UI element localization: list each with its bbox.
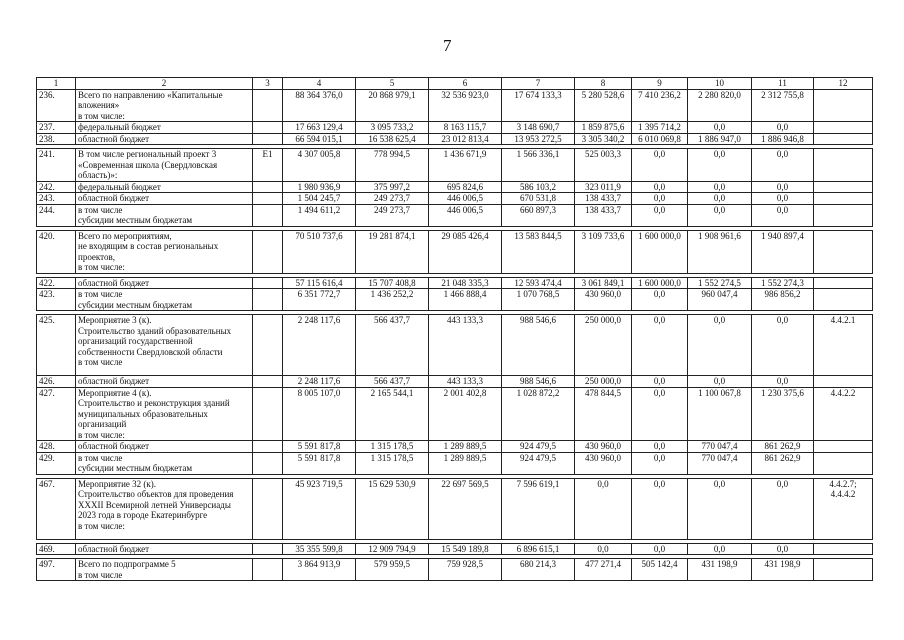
value-cell: 478 844,5 (575, 387, 632, 441)
value-cell: 1 886 947,0 (688, 133, 752, 145)
value-cell: 0,0 (688, 543, 752, 555)
value-cell: 0,0 (688, 478, 752, 539)
value-cell: 138 433,7 (575, 193, 632, 205)
value-cell: 1 980 936,9 (283, 181, 356, 193)
value-cell: 770 047,4 (688, 441, 752, 453)
value-cell: 430 960,0 (575, 441, 632, 453)
row-number: 429. (37, 452, 76, 474)
row-description: в том числе субсидии местным бюджетам (76, 452, 253, 474)
value-cell: 430 960,0 (575, 452, 632, 474)
value-cell: 0,0 (632, 181, 688, 193)
value-cell: 861 262,9 (752, 452, 814, 474)
row-code (253, 441, 283, 453)
row-code (253, 452, 283, 474)
value-cell: 15 549 189,8 (429, 543, 502, 555)
row-code (253, 387, 283, 441)
value-cell: 3 305 340,2 (575, 133, 632, 145)
value-cell: 2 248 117,6 (283, 376, 356, 388)
value-cell: 1 886 946,8 (752, 133, 814, 145)
table-row (37, 376, 873, 388)
value-cell: 0,0 (688, 122, 752, 134)
row-code (253, 133, 283, 145)
value-cell: 5 591 817,8 (283, 452, 356, 474)
row-reference (814, 376, 873, 388)
row-code (253, 559, 283, 581)
row-code (253, 181, 283, 193)
row-reference: 4.4.2.2 (814, 387, 873, 441)
value-cell: 924 479,5 (502, 441, 575, 453)
row-code: E1 (253, 149, 283, 182)
table-row (37, 543, 873, 555)
row-description: областной бюджет (76, 193, 253, 205)
table-row (37, 452, 873, 474)
row-code (253, 89, 283, 122)
row-number: 243. (37, 193, 76, 205)
row-reference: 4.4.2.7; 4.4.4.2 (814, 478, 873, 539)
value-cell: 1 494 611,2 (283, 204, 356, 226)
header-cell: 8 (575, 78, 632, 90)
value-cell: 1 908 961,6 (688, 230, 752, 273)
value-cell: 7 410 236,2 (632, 89, 688, 122)
value-cell: 446 006,5 (429, 193, 502, 205)
row-reference (814, 149, 873, 182)
table-row (37, 122, 873, 134)
row-description: областной бюджет (76, 133, 253, 145)
value-cell: 15 707 408,8 (356, 277, 429, 289)
value-cell: 0,0 (632, 452, 688, 474)
value-cell: 0,0 (632, 193, 688, 205)
row-code (253, 122, 283, 134)
value-cell: 12 909 794,9 (356, 543, 429, 555)
row-reference (814, 193, 873, 205)
value-cell: 778 994,5 (356, 149, 429, 182)
value-cell: 0,0 (632, 289, 688, 311)
value-cell: 4 307 005,8 (283, 149, 356, 182)
row-reference (814, 122, 873, 134)
row-number: 428. (37, 441, 76, 453)
value-cell: 6 010 069,8 (632, 133, 688, 145)
value-cell: 22 697 569,5 (429, 478, 502, 539)
row-code (253, 315, 283, 376)
row-reference (814, 204, 873, 226)
value-cell: 695 824,6 (429, 181, 502, 193)
value-cell: 88 364 376,0 (283, 89, 356, 122)
value-cell: 566 437,7 (356, 315, 429, 376)
value-cell: 0,0 (575, 478, 632, 539)
table-row (37, 478, 873, 539)
value-cell: 1 315 178,5 (356, 441, 429, 453)
row-number: 423. (37, 289, 76, 311)
row-description: областной бюджет (76, 277, 253, 289)
value-cell: 6 896 615,1 (502, 543, 575, 555)
value-cell: 250 000,0 (575, 376, 632, 388)
value-cell: 924 479,5 (502, 452, 575, 474)
header-row (37, 78, 873, 90)
value-cell: 2 312 755,8 (752, 89, 814, 122)
value-cell: 0,0 (752, 315, 814, 376)
value-cell: 0,0 (752, 122, 814, 134)
value-cell: 3 864 913,9 (283, 559, 356, 581)
value-cell: 8 163 115,7 (429, 122, 502, 134)
value-cell: 0,0 (752, 204, 814, 226)
table-row (37, 181, 873, 193)
value-cell: 29 085 426,4 (429, 230, 502, 273)
row-description: Всего по направлению «Капитальные вложения» в том числе: (76, 89, 253, 122)
value-cell: 0,0 (632, 376, 688, 388)
row-description: областной бюджет (76, 543, 253, 555)
table-row (37, 230, 873, 273)
value-cell: 1 600 000,0 (632, 230, 688, 273)
value-cell: 525 003,3 (575, 149, 632, 182)
row-number: 244. (37, 204, 76, 226)
value-cell: 579 959,5 (356, 559, 429, 581)
table-row (37, 289, 873, 311)
row-reference (814, 89, 873, 122)
value-cell: 1 395 714,2 (632, 122, 688, 134)
value-cell: 1 315 178,5 (356, 452, 429, 474)
row-description: областной бюджет (76, 376, 253, 388)
header-cell: 5 (356, 78, 429, 90)
row-code (253, 204, 283, 226)
row-description: Мероприятие 3 (к). Строительство зданий образовательных организаций государственной собственности Свердловской области в том числе (76, 315, 253, 376)
row-reference (814, 289, 873, 311)
value-cell: 505 142,4 (632, 559, 688, 581)
header-cell: 2 (76, 78, 253, 90)
value-cell: 2 248 117,6 (283, 315, 356, 376)
row-number: 237. (37, 122, 76, 134)
value-cell: 1 566 336,1 (502, 149, 575, 182)
value-cell: 0,0 (688, 193, 752, 205)
header-cell: 11 (752, 78, 814, 90)
value-cell: 1 600 000,0 (632, 277, 688, 289)
value-cell: 57 115 616,4 (283, 277, 356, 289)
row-code (253, 230, 283, 273)
value-cell: 66 594 015,1 (283, 133, 356, 145)
row-description: Мероприятие 4 (к). Строительство и реконструкция зданий муниципальных образовательных организаций в том числе: (76, 387, 253, 441)
row-reference: 4.4.2.1 (814, 315, 873, 376)
value-cell: 988 546,6 (502, 376, 575, 388)
value-cell: 586 103,2 (502, 181, 575, 193)
value-cell: 13 953 272,5 (502, 133, 575, 145)
value-cell: 680 214,3 (502, 559, 575, 581)
row-number: 422. (37, 277, 76, 289)
table-row (37, 559, 873, 581)
row-reference (814, 441, 873, 453)
value-cell: 3 095 733,2 (356, 122, 429, 134)
value-cell: 988 546,6 (502, 315, 575, 376)
value-cell: 0,0 (632, 478, 688, 539)
value-cell: 375 997,2 (356, 181, 429, 193)
value-cell: 443 133,3 (429, 315, 502, 376)
row-description: Всего по подпрограмме 5 в том числе (76, 559, 253, 581)
row-reference (814, 230, 873, 273)
value-cell: 3 061 849,1 (575, 277, 632, 289)
row-reference (814, 133, 873, 145)
value-cell: 960 047,4 (688, 289, 752, 311)
value-cell: 670 531,8 (502, 193, 575, 205)
value-cell: 8 005 107,0 (283, 387, 356, 441)
value-cell: 15 629 530,9 (356, 478, 429, 539)
value-cell: 1 552 274,5 (688, 277, 752, 289)
value-cell: 12 593 474,4 (502, 277, 575, 289)
value-cell: 0,0 (688, 181, 752, 193)
row-code (253, 478, 283, 539)
value-cell: 1 230 375,6 (752, 387, 814, 441)
value-cell: 19 281 874,1 (356, 230, 429, 273)
row-description: Мероприятие 32 (к). Строительство объектов для проведения XXXII Всемирной летней Универсиады 2023 года в городе Екатеринбурге в том числе: (76, 478, 253, 539)
row-code (253, 543, 283, 555)
value-cell: 0,0 (752, 376, 814, 388)
row-reference (814, 277, 873, 289)
row-number: 426. (37, 376, 76, 388)
row-number: 467. (37, 478, 76, 539)
value-cell: 5 280 528,6 (575, 89, 632, 122)
row-description: федеральный бюджет (76, 181, 253, 193)
page-number: 7 (443, 36, 452, 55)
value-cell: 0,0 (632, 387, 688, 441)
value-cell: 0,0 (575, 543, 632, 555)
value-cell: 759 928,5 (429, 559, 502, 581)
value-cell: 1 504 245,7 (283, 193, 356, 205)
value-cell: 5 591 817,8 (283, 441, 356, 453)
row-reference (814, 452, 873, 474)
value-cell: 0,0 (632, 543, 688, 555)
value-cell: 138 433,7 (575, 204, 632, 226)
value-cell: 1 466 888,4 (429, 289, 502, 311)
table-row (37, 315, 873, 376)
value-cell: 7 596 619,1 (502, 478, 575, 539)
row-number: 425. (37, 315, 76, 376)
row-code (253, 289, 283, 311)
value-cell: 1 940 897,4 (752, 230, 814, 273)
value-cell: 21 048 335,3 (429, 277, 502, 289)
value-cell: 446 006,5 (429, 204, 502, 226)
value-cell: 861 262,9 (752, 441, 814, 453)
value-cell: 249 273,7 (356, 204, 429, 226)
value-cell: 2 165 544,1 (356, 387, 429, 441)
value-cell: 1 552 274,3 (752, 277, 814, 289)
table-row (37, 441, 873, 453)
table-row (37, 149, 873, 182)
value-cell: 477 271,4 (575, 559, 632, 581)
value-cell: 1 289 889,5 (429, 441, 502, 453)
table-row (37, 277, 873, 289)
value-cell: 13 583 844,5 (502, 230, 575, 273)
row-description: в том числе субсидии местным бюджетам (76, 289, 253, 311)
value-cell: 250 000,0 (575, 315, 632, 376)
value-cell: 6 351 772,7 (283, 289, 356, 311)
value-cell: 0,0 (632, 441, 688, 453)
row-code (253, 193, 283, 205)
value-cell: 20 868 979,1 (356, 89, 429, 122)
table-row (37, 193, 873, 205)
row-description: В том числе региональный проект 3 «Современная школа (Свердловская область)»: (76, 149, 253, 182)
value-cell: 1 859 875,6 (575, 122, 632, 134)
value-cell: 45 923 719,5 (283, 478, 356, 539)
row-description: в том числе субсидии местным бюджетам (76, 204, 253, 226)
value-cell: 0,0 (752, 181, 814, 193)
value-cell: 35 355 599,8 (283, 543, 356, 555)
row-number: 236. (37, 89, 76, 122)
value-cell: 1 100 067,8 (688, 387, 752, 441)
value-cell: 0,0 (632, 149, 688, 182)
row-reference (814, 181, 873, 193)
value-cell: 17 674 133,3 (502, 89, 575, 122)
value-cell: 23 012 813,4 (429, 133, 502, 145)
header-cell: 6 (429, 78, 502, 90)
value-cell: 1 289 889,5 (429, 452, 502, 474)
value-cell: 0,0 (688, 204, 752, 226)
row-reference (814, 559, 873, 581)
row-description: областной бюджет (76, 441, 253, 453)
value-cell: 249 273,7 (356, 193, 429, 205)
value-cell: 0,0 (688, 376, 752, 388)
row-code (253, 277, 283, 289)
value-cell: 770 047,4 (688, 452, 752, 474)
table-row (37, 89, 873, 122)
value-cell: 2 001 402,8 (429, 387, 502, 441)
value-cell: 0,0 (752, 478, 814, 539)
value-cell: 1 436 252,2 (356, 289, 429, 311)
row-number: 242. (37, 181, 76, 193)
header-cell: 12 (814, 78, 873, 90)
value-cell: 430 960,0 (575, 289, 632, 311)
row-description: федеральный бюджет (76, 122, 253, 134)
value-cell: 323 011,9 (575, 181, 632, 193)
value-cell: 0,0 (688, 149, 752, 182)
value-cell: 443 133,3 (429, 376, 502, 388)
value-cell: 986 856,2 (752, 289, 814, 311)
header-cell: 7 (502, 78, 575, 90)
header-cell: 1 (37, 78, 76, 90)
value-cell: 3 148 690,7 (502, 122, 575, 134)
header-cell: 10 (688, 78, 752, 90)
value-cell: 431 198,9 (688, 559, 752, 581)
budget-table (36, 77, 873, 581)
value-cell: 0,0 (752, 543, 814, 555)
table-row (37, 204, 873, 226)
row-number: 420. (37, 230, 76, 273)
row-reference (814, 543, 873, 555)
value-cell: 1 028 872,2 (502, 387, 575, 441)
value-cell: 32 536 923,0 (429, 89, 502, 122)
row-number: 241. (37, 149, 76, 182)
value-cell: 0,0 (688, 315, 752, 376)
value-cell: 16 538 625,4 (356, 133, 429, 145)
value-cell: 0,0 (752, 193, 814, 205)
value-cell: 3 109 733,6 (575, 230, 632, 273)
value-cell: 660 897,3 (502, 204, 575, 226)
header-cell: 4 (283, 78, 356, 90)
value-cell: 1 070 768,5 (502, 289, 575, 311)
header-cell: 3 (253, 78, 283, 90)
value-cell: 0,0 (752, 149, 814, 182)
value-cell: 70 510 737,6 (283, 230, 356, 273)
table-row (37, 387, 873, 441)
value-cell: 431 198,9 (752, 559, 814, 581)
value-cell: 0,0 (632, 204, 688, 226)
value-cell: 566 437,7 (356, 376, 429, 388)
value-cell: 17 663 129,4 (283, 122, 356, 134)
row-description: Всего по мероприятиям, не входящим в состав региональных проектов, в том числе: (76, 230, 253, 273)
row-number: 238. (37, 133, 76, 145)
row-number: 497. (37, 559, 76, 581)
value-cell: 1 436 671,9 (429, 149, 502, 182)
table-row (37, 133, 873, 145)
row-code (253, 376, 283, 388)
header-cell: 9 (632, 78, 688, 90)
value-cell: 2 280 820,0 (688, 89, 752, 122)
row-number: 427. (37, 387, 76, 441)
value-cell: 0,0 (632, 315, 688, 376)
row-number: 469. (37, 543, 76, 555)
